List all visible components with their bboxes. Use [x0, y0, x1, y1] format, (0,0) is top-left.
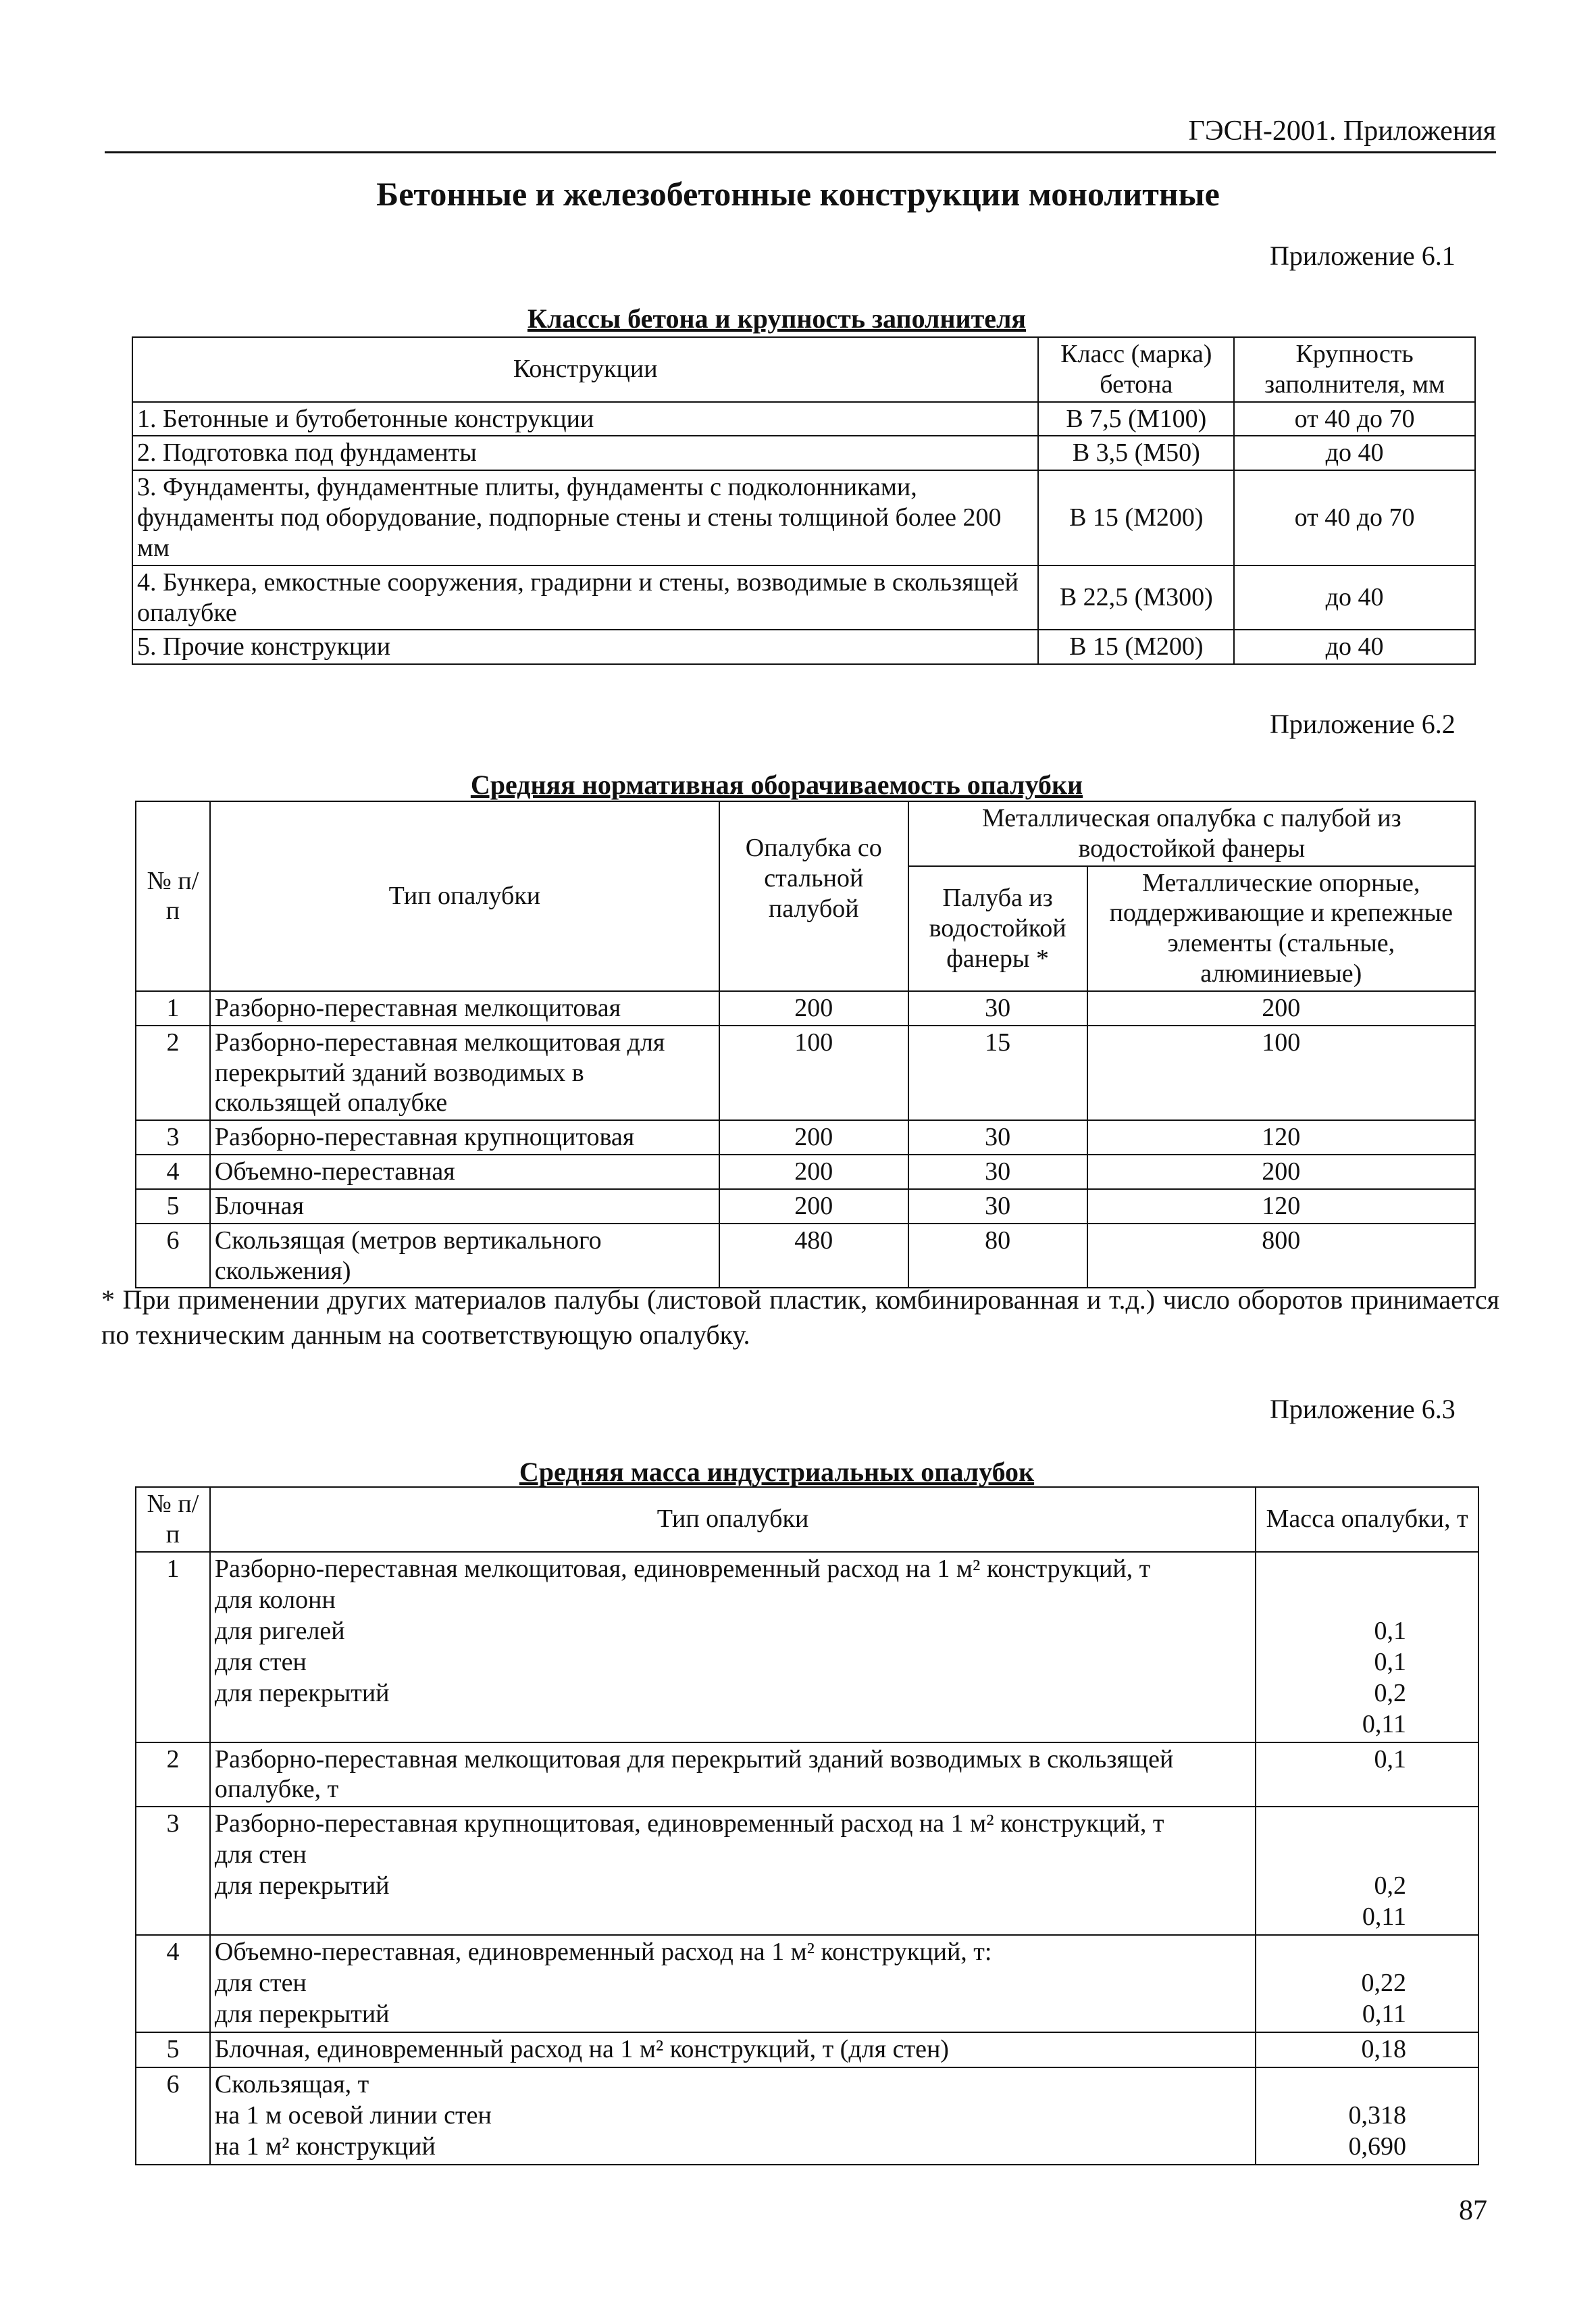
footnote: * При применении других материалов палубы (листовой пластик, комбинированная и т.д.) число оборотов принимается по техническим данным на соответствующую опалубку. — [101, 1284, 1499, 1350]
table-row — [136, 1807, 1478, 1935]
formwork-turnover-table — [135, 801, 1476, 1288]
formwork-type-line: для колонн — [214, 1585, 336, 1614]
table-cell: от 40 до 70 — [1234, 470, 1475, 565]
row-number: 4 — [136, 1935, 210, 2032]
formwork-type-line: на 1 м осевой линии стен — [214, 2101, 492, 2130]
formwork-mass-table — [135, 1486, 1479, 2165]
table-row — [136, 2067, 1478, 2165]
running-header: ГЭСН-2001. Приложения — [105, 115, 1496, 153]
table-cell: до 40 — [1234, 630, 1475, 664]
mass-value — [1260, 1585, 1474, 1616]
table-cell: 200 — [719, 1155, 908, 1189]
table-row — [136, 991, 1475, 1026]
table-cell: Разборно-переставная крупнощитовая — [210, 1120, 719, 1155]
formwork-type-line: Блочная, единовременный расход на 1 м² конструкций, т (для стен) — [214, 2035, 949, 2064]
mass-value: 0,22 — [1361, 1969, 1406, 1998]
page-number: 87 — [1459, 2195, 1487, 2226]
formwork-type-cell — [210, 1742, 1256, 1807]
table-cell: до 40 — [1234, 565, 1475, 630]
mass-cell — [1256, 2032, 1478, 2067]
table-row — [136, 2032, 1478, 2067]
table-cell: Разборно-переставная мелкощитовая — [210, 991, 719, 1026]
table-header-row — [132, 337, 1475, 402]
table-cell: В 3,5 (М50) — [1038, 436, 1234, 470]
appendix-6-2-caption: Средняя нормативная оборачиваемость опалубки — [470, 770, 1083, 800]
table-row — [136, 1189, 1475, 1224]
mass-value: 0,1 — [1374, 1647, 1406, 1676]
formwork-type-cell — [210, 1807, 1256, 1935]
formwork-type-line: для стен — [214, 1969, 307, 1998]
table-row — [132, 436, 1475, 470]
formwork-type-line: для ригелей — [214, 1616, 345, 1645]
header-cell: Металлические опорные, поддерживающие и крепежные элементы (стальные, алюминиевые) — [1087, 866, 1475, 991]
table-cell: до 40 — [1234, 436, 1475, 470]
formwork-type-line: для перекрытий — [214, 1871, 390, 1901]
formwork-type-line: Объемно-переставная, единовременный расход на 1 м² конструкций, т: — [214, 1938, 992, 1967]
table-cell: 200 — [719, 1120, 908, 1155]
appendix-6-3-caption: Средняя масса индустриальных опалубок — [519, 1457, 1035, 1487]
header-cell: Опалубка со стальной палубой — [719, 801, 908, 991]
table-row — [136, 1224, 1475, 1288]
table-cell: 120 — [1087, 1120, 1475, 1155]
table-cell: Скользящая (метров вертикального скольжения) — [210, 1224, 719, 1288]
row-number: 6 — [136, 2067, 210, 2165]
table-row — [136, 1155, 1475, 1189]
table-row — [136, 1552, 1478, 1742]
table-cell: 800 — [1087, 1224, 1475, 1288]
concrete-classes-table — [132, 336, 1476, 665]
mass-value: 0,690 — [1348, 2132, 1406, 2161]
header-cell: Конструкции — [132, 337, 1038, 402]
document-title: Бетонные и железобетонные конструкции монолитные — [376, 175, 1220, 213]
table-row — [132, 565, 1475, 630]
header-cell: Крупность заполнителя, мм — [1234, 337, 1475, 402]
table-cell: В 7,5 (М100) — [1038, 402, 1234, 436]
formwork-type-line: для перекрытий — [214, 2000, 390, 2029]
table-cell: 4. Бункера, емкостные сооружения, градирни и стены, возводимые в скользящей опалубке — [132, 565, 1038, 630]
table-cell: 200 — [719, 991, 908, 1026]
mass-value — [1260, 1937, 1474, 1968]
table-cell: 2. Подготовка под фундаменты — [132, 436, 1038, 470]
table-row — [132, 470, 1475, 565]
table-cell: 80 — [908, 1224, 1087, 1288]
table-cell: 3. Фундаменты, фундаментные плиты, фундаменты с подколонниками, фундаменты под оборудование, подпорные стены и стены толщиной более 200 мм — [132, 470, 1038, 565]
row-number: 1 — [136, 1552, 210, 1742]
table-cell: 15 — [908, 1026, 1087, 1120]
table-cell: от 40 до 70 — [1234, 402, 1475, 436]
header-cell: Тип опалубки — [210, 1487, 1256, 1552]
header-cell: Палуба из водостойкой фанеры * — [908, 866, 1087, 991]
table-row — [136, 1742, 1478, 1807]
table-cell: Разборно-переставная мелкощитовая для перекрытий зданий возводимых в скользящей опалубке — [210, 1026, 719, 1120]
table-cell: 2 — [136, 1026, 210, 1120]
header-cell: Масса опалубки, т — [1256, 1487, 1478, 1552]
formwork-type-cell — [210, 1552, 1256, 1742]
header-cell: Тип опалубки — [210, 801, 719, 991]
table-cell: 100 — [1087, 1026, 1475, 1120]
table-cell: 30 — [908, 1189, 1087, 1224]
table-cell: 30 — [908, 1120, 1087, 1155]
table-row — [136, 1120, 1475, 1155]
row-number: 2 — [136, 1742, 210, 1807]
formwork-type-line: Разборно-переставная мелкощитовая для перекрытий зданий возводимых в скользящей опалубке, т — [214, 1744, 1174, 1804]
mass-value: 0,2 — [1374, 1871, 1406, 1901]
row-number: 3 — [136, 1807, 210, 1935]
table-header-row — [136, 801, 1475, 866]
mass-cell — [1256, 1552, 1478, 1742]
table-row — [132, 630, 1475, 664]
header-cell: Класс (марка) бетона — [1038, 337, 1234, 402]
mass-value — [1260, 1840, 1474, 1871]
appendix-6-3-label: Приложение 6.3 — [1270, 1394, 1456, 1424]
mass-value — [1260, 1809, 1474, 1840]
formwork-type-line: на 1 м² конструкций — [214, 2132, 436, 2161]
formwork-type-cell — [210, 2067, 1256, 2165]
table-cell: В 15 (М200) — [1038, 630, 1234, 664]
appendix-6-2-label: Приложение 6.2 — [1270, 709, 1456, 739]
table-cell: 1. Бетонные и бутобетонные конструкции — [132, 402, 1038, 436]
mass-value: 0,2 — [1374, 1678, 1406, 1707]
table-cell: 480 — [719, 1224, 908, 1288]
table-header-row — [136, 1487, 1478, 1552]
table-cell: 6 — [136, 1224, 210, 1288]
mass-value: 0,1 — [1374, 1744, 1406, 1774]
table-cell: 200 — [1087, 991, 1475, 1026]
table-cell: Блочная — [210, 1189, 719, 1224]
header-cell: Металлическая опалубка с палубой из водостойкой фанеры — [908, 801, 1475, 866]
table-cell: 200 — [719, 1189, 908, 1224]
mass-value — [1260, 2069, 1474, 2101]
mass-cell — [1256, 1742, 1478, 1807]
formwork-type-line: Разборно-переставная мелкощитовая, единовременный расход на 1 м² конструкций, т — [214, 1554, 1151, 1583]
appendix-6-1-caption: Классы бетона и крупность заполнителя — [527, 303, 1027, 334]
mass-value: 0,1 — [1374, 1616, 1406, 1645]
mass-cell — [1256, 2067, 1478, 2165]
table-cell: 5. Прочие конструкции — [132, 630, 1038, 664]
formwork-type-cell — [210, 1935, 1256, 2032]
table-cell: 5 — [136, 1189, 210, 1224]
header-cell: № п/п — [136, 801, 210, 991]
formwork-type-cell — [210, 2032, 1256, 2067]
header-cell: № п/п — [136, 1487, 210, 1552]
table-cell: 3 — [136, 1120, 210, 1155]
table-cell: 4 — [136, 1155, 210, 1189]
table-cell: 100 — [719, 1026, 908, 1120]
mass-cell — [1256, 1807, 1478, 1935]
mass-value — [1260, 1554, 1474, 1585]
mass-value: 0,318 — [1348, 2101, 1406, 2130]
mass-value: 0,18 — [1361, 2035, 1406, 2064]
table-row — [136, 1026, 1475, 1120]
table-row — [132, 402, 1475, 436]
table-cell: 30 — [908, 991, 1087, 1026]
mass-cell — [1256, 1935, 1478, 2032]
formwork-type-line: для стен — [214, 1840, 307, 1869]
formwork-type-line: Скользящая, т — [214, 2070, 369, 2099]
formwork-type-line: для стен — [214, 1647, 307, 1676]
table-row — [136, 1935, 1478, 2032]
table-cell: 1 — [136, 991, 210, 1026]
table-cell: 30 — [908, 1155, 1087, 1189]
mass-value: 0,11 — [1362, 2000, 1406, 2029]
table-cell: 120 — [1087, 1189, 1475, 1224]
mass-value: 0,11 — [1362, 1709, 1406, 1738]
table-cell: 200 — [1087, 1155, 1475, 1189]
formwork-type-line: для перекрытий — [214, 1678, 390, 1707]
appendix-6-1-label: Приложение 6.1 — [1270, 241, 1456, 271]
mass-value: 0,11 — [1362, 1903, 1406, 1932]
table-cell: Объемно-переставная — [210, 1155, 719, 1189]
table-cell: В 22,5 (М300) — [1038, 565, 1234, 630]
row-number: 5 — [136, 2032, 210, 2067]
table-cell: В 15 (М200) — [1038, 470, 1234, 565]
formwork-type-line: Разборно-переставная крупнощитовая, единовременный расход на 1 м² конструкций, т — [214, 1809, 1164, 1838]
